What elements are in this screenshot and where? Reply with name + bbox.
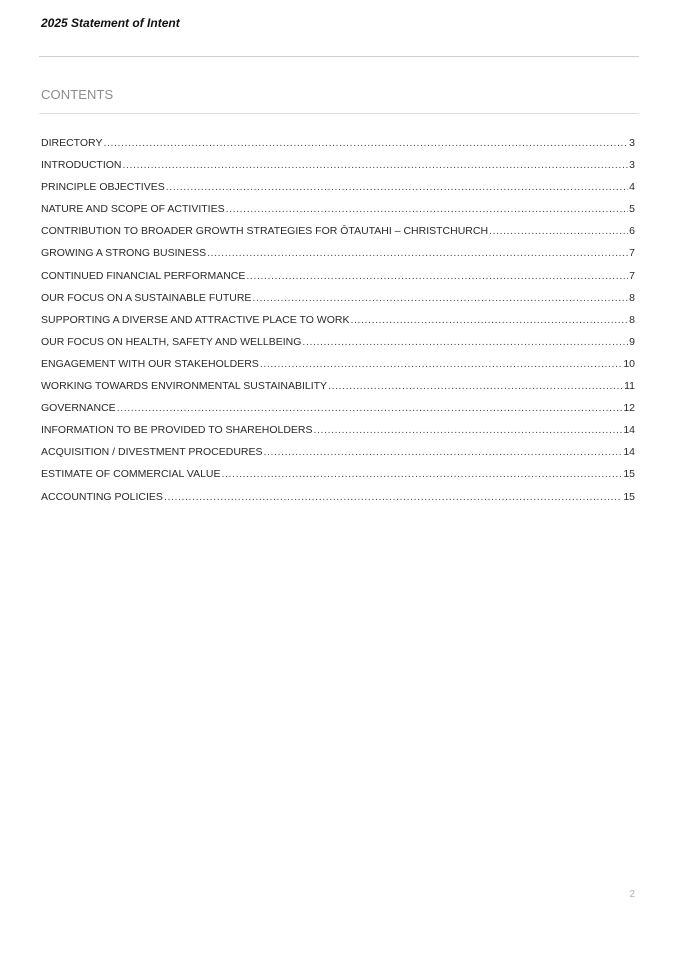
- toc-entry-title[interactable]: ACCOUNTING POLICIES: [41, 490, 163, 503]
- toc-entry-title[interactable]: SUPPORTING A DIVERSE AND ATTRACTIVE PLACE TO WORK: [41, 313, 350, 326]
- toc-dot-leader: [302, 336, 628, 348]
- toc-dot-leader: [314, 424, 623, 436]
- toc-entry[interactable]: [41, 358, 635, 380]
- toc-dot-leader: [103, 137, 628, 149]
- toc-entry[interactable]: [41, 314, 635, 336]
- toc-entry-page[interactable]: 7: [629, 247, 635, 260]
- toc-entry-title[interactable]: NATURE AND SCOPE OF ACTIVITIES: [41, 203, 225, 216]
- toc-dot-leader: [264, 446, 623, 458]
- toc-entry-title[interactable]: INFORMATION TO BE PROVIDED TO SHAREHOLDERS: [41, 424, 313, 437]
- toc-entry-page[interactable]: 11: [624, 380, 635, 393]
- toc-entry-title[interactable]: ENGAGEMENT WITH OUR STAKEHOLDERS: [41, 357, 259, 370]
- toc-entry[interactable]: [41, 247, 635, 269]
- toc-entry-title[interactable]: INTRODUCTION: [41, 159, 122, 172]
- toc-entry-page[interactable]: 4: [629, 181, 635, 194]
- contents-heading: CONTENTS: [41, 87, 114, 102]
- toc-dot-leader: [350, 314, 628, 326]
- toc-dot-leader: [328, 380, 623, 392]
- toc-entry[interactable]: [41, 292, 635, 314]
- toc-entry-page[interactable]: 9: [629, 335, 635, 348]
- toc-dot-leader: [252, 292, 628, 304]
- toc-entry-title[interactable]: ACQUISITION / DIVESTMENT PROCEDURES: [41, 446, 263, 459]
- toc-entry[interactable]: [41, 159, 635, 181]
- contents-divider: [39, 113, 639, 114]
- toc-dot-leader: [222, 468, 623, 480]
- toc-dot-leader: [226, 203, 629, 215]
- toc-entry-page[interactable]: 6: [629, 225, 635, 238]
- toc-entry[interactable]: [41, 270, 635, 292]
- toc-entry-title[interactable]: OUR FOCUS ON A SUSTAINABLE FUTURE: [41, 291, 252, 304]
- toc-dot-leader: [166, 181, 628, 193]
- toc-dot-leader: [260, 358, 623, 370]
- toc-dot-leader: [117, 402, 623, 414]
- toc-entry[interactable]: [41, 446, 635, 468]
- toc-entry-page[interactable]: 7: [629, 269, 635, 282]
- toc-entry[interactable]: [41, 181, 635, 203]
- toc-entry-title[interactable]: DIRECTORY: [41, 137, 103, 149]
- toc-entry-page[interactable]: 8: [629, 313, 635, 326]
- toc-entry-page[interactable]: 15: [623, 468, 635, 481]
- toc-entry-page[interactable]: 15: [623, 490, 635, 503]
- toc-entry-title[interactable]: CONTRIBUTION TO BROADER GROWTH STRATEGIES FOR ŌTAUTAHI – CHRISTCHURCH: [41, 225, 489, 238]
- table-of-contents: [41, 137, 635, 513]
- toc-entry-title[interactable]: CONTINUED FINANCIAL PERFORMANCE: [41, 269, 246, 282]
- toc-dot-leader: [246, 270, 628, 282]
- toc-entry[interactable]: [41, 468, 635, 490]
- toc-entry[interactable]: [41, 424, 635, 446]
- toc-entry[interactable]: [41, 380, 635, 402]
- toc-entry-page[interactable]: 14: [623, 424, 635, 437]
- document-header-title: 2025 Statement of Intent: [41, 16, 180, 30]
- toc-entry-title[interactable]: WORKING TOWARDS ENVIRONMENTAL SUSTAINABILITY: [41, 380, 328, 393]
- toc-entry[interactable]: [41, 336, 635, 358]
- toc-entry-page[interactable]: 12: [623, 402, 635, 415]
- toc-entry-title[interactable]: OUR FOCUS ON HEALTH, SAFETY AND WELLBEING: [41, 335, 302, 348]
- toc-entry[interactable]: [41, 203, 635, 225]
- toc-dot-leader: [164, 491, 622, 503]
- toc-entry-title[interactable]: PRINCIPLE OBJECTIVES: [41, 181, 165, 194]
- toc-entry-title[interactable]: GROWING A STRONG BUSINESS: [41, 247, 207, 260]
- page-number: 2: [629, 889, 635, 900]
- header-divider: [39, 56, 639, 57]
- toc-entry[interactable]: [41, 402, 635, 424]
- toc-dot-leader: [207, 247, 628, 259]
- toc-entry-page[interactable]: 3: [629, 159, 635, 172]
- toc-entry[interactable]: [41, 137, 635, 159]
- toc-entry-page[interactable]: 8: [629, 291, 635, 304]
- toc-entry-page[interactable]: 14: [623, 446, 635, 459]
- toc-entry-page[interactable]: 5: [629, 203, 635, 216]
- toc-entry-page[interactable]: 3: [629, 137, 635, 149]
- toc-entry-page[interactable]: 10: [623, 357, 635, 370]
- toc-dot-leader: [123, 159, 629, 171]
- toc-entry[interactable]: [41, 491, 635, 513]
- toc-entry-title[interactable]: ESTIMATE OF COMMERCIAL VALUE: [41, 468, 221, 481]
- toc-entry[interactable]: [41, 225, 635, 247]
- toc-dot-leader: [489, 225, 628, 237]
- toc-entry-title[interactable]: GOVERNANCE: [41, 402, 116, 415]
